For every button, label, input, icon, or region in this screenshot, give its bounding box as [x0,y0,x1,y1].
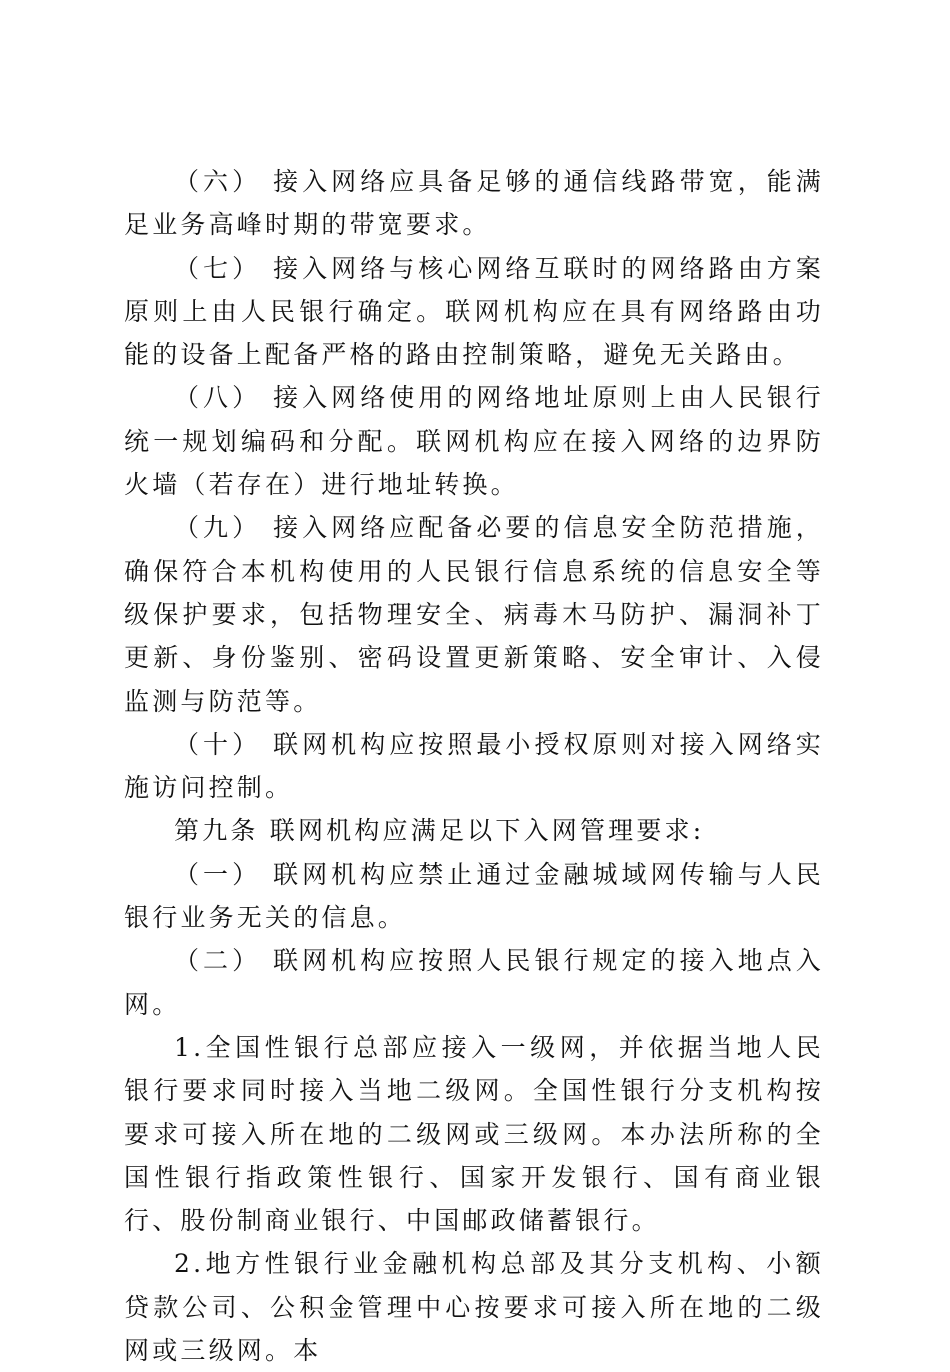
document-body [124,160,824,1372]
paragraph-local-institutions: 2.地方性银行业金融机构总部及其分支机构、小额贷款公司、公积金管理中心按要求可接入所在地的二级网或三级网。本 [124,1249,824,1366]
paragraph-item-7-routing: （七） 接入网络与核心网络互联时的网络路由方案原则上由人民银行确定。联网机构应在具有网络路由功能的设备上配备严格的路由控制策略，避免无关路由。 [124,253,824,370]
article-9-heading: 第九条 联网机构应满足以下入网管理要求: [174,816,705,846]
paragraph-item-10-access-control: （十） 联网机构应按照最小授权原则对接入网络实施访问控制。 [124,729,824,803]
paragraph-item-8-addressing: （八） 接入网络使用的网络地址原则上由人民银行统一规划编码和分配。联网机构应在接入网络的边界防火墙（若存在）进行地址转换。 [124,383,824,500]
paragraph-item-6-bandwidth: （六） 接入网络应具备足够的通信线路带宽，能满足业务高峰时期的带宽要求。 [124,167,824,240]
paragraph-item-9-security: （九） 接入网络应配备必要的信息安全防范措施，确保符合本机构使用的人民银行信息系统的信息安全等级保护要求，包括物理安全、病毒木马防护、漏洞补丁更新、身份鉴别、密码设置更新策略、安全审计、入侵监测与防范等。 [124,513,824,716]
paragraph-national-banks: 1.全国性银行总部应接入一级网，并依据当地人民银行要求同时接入当地二级网。全国性银行分支机构按要求可接入所在地的二级网或三级网。本办法所称的全国性银行指政策性银行、国家开发银行、国有商业银行、股份制商业银行、中国邮政储蓄银行。 [124,1032,824,1236]
paragraph-item-1-prohibition: （一） 联网机构应禁止通过金融城域网传输与人民银行业务无关的信息。 [124,859,824,933]
paragraph-item-2-access-location: （二） 联网机构应按照人民银行规定的接入地点入网。 [124,946,824,1019]
